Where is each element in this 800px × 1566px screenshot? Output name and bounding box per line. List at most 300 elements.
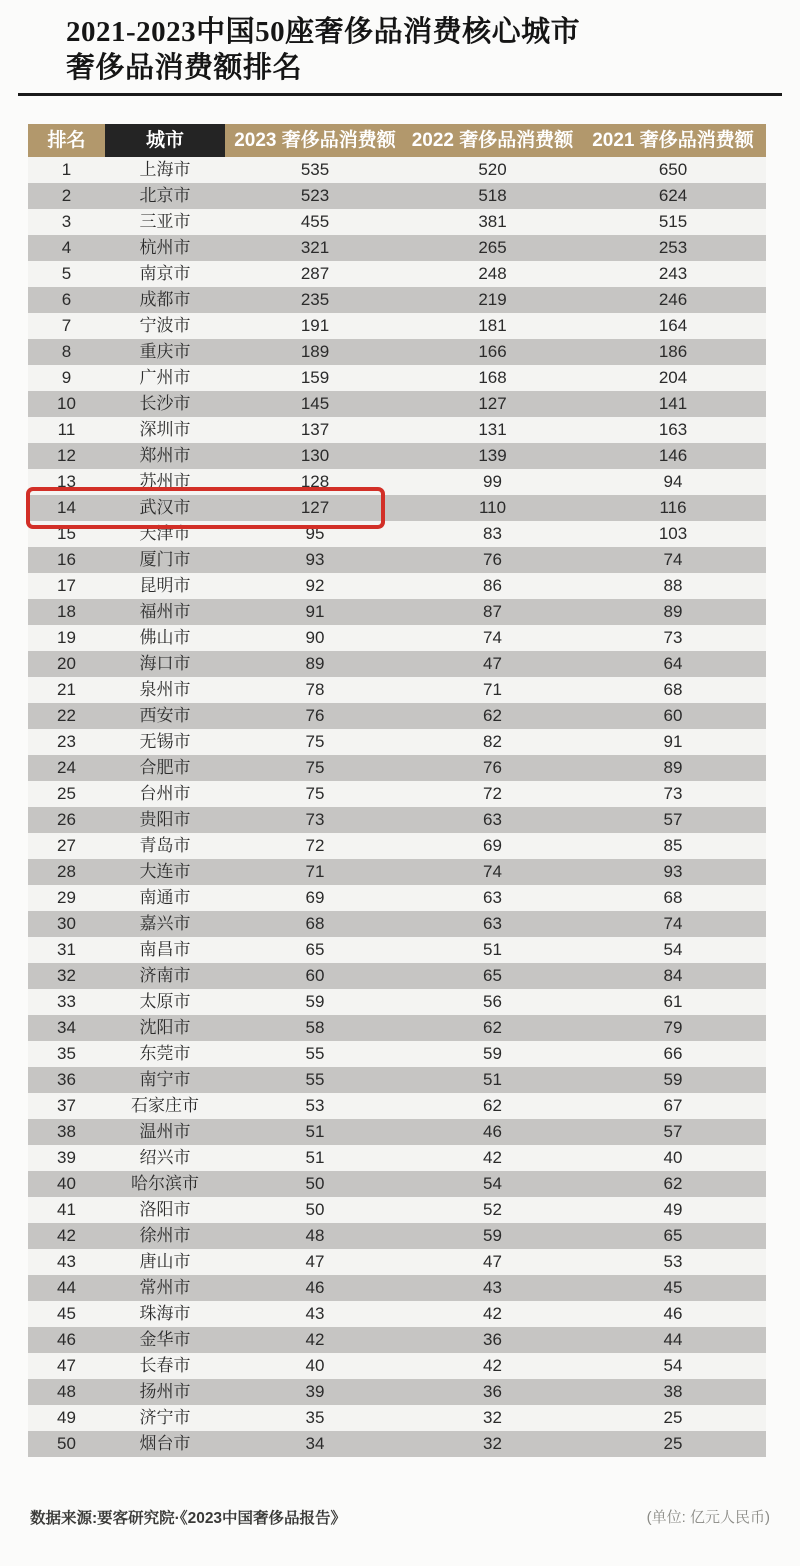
value-2021-cell: 146 bbox=[658, 446, 688, 465]
value-2022-cell: 42 bbox=[483, 1356, 502, 1375]
value-2021-cell: 25 bbox=[663, 1434, 683, 1453]
value-2021-cell: 253 bbox=[658, 238, 688, 257]
city-cell: 南通市 bbox=[139, 888, 191, 907]
city-cell: 常州市 bbox=[139, 1278, 191, 1297]
ranking-table bbox=[28, 124, 766, 1457]
value-2023-cell: 34 bbox=[305, 1434, 325, 1453]
value-2021-cell: 85 bbox=[663, 836, 683, 855]
title-line-2: 奢侈品消费额排名 bbox=[66, 52, 303, 84]
value-2023-cell: 51 bbox=[305, 1148, 325, 1167]
table-row bbox=[28, 833, 766, 859]
rank-cell: 9 bbox=[61, 368, 72, 387]
value-2023-cell: 55 bbox=[305, 1044, 325, 1063]
rank-cell: 10 bbox=[57, 394, 76, 413]
table-row bbox=[28, 1015, 766, 1041]
footer bbox=[0, 1506, 800, 1528]
value-2023-cell: 90 bbox=[305, 628, 325, 647]
value-2021-cell: 163 bbox=[658, 420, 688, 439]
value-2022-cell: 47 bbox=[483, 654, 502, 673]
city-cell: 贵阳市 bbox=[139, 810, 191, 829]
value-2022-cell: 59 bbox=[483, 1226, 502, 1245]
value-2021-cell: 64 bbox=[663, 654, 683, 673]
value-2021-cell: 25 bbox=[663, 1408, 683, 1427]
rank-cell: 41 bbox=[57, 1200, 76, 1219]
table-row bbox=[28, 157, 766, 183]
rank-cell: 26 bbox=[57, 810, 76, 829]
value-2023-cell: 75 bbox=[305, 758, 325, 777]
city-cell: 北京市 bbox=[139, 186, 191, 205]
city-cell: 重庆市 bbox=[139, 342, 191, 361]
value-2022-cell: 47 bbox=[483, 1252, 502, 1271]
value-2022-cell: 74 bbox=[483, 862, 502, 881]
value-2023-cell: 127 bbox=[300, 498, 330, 517]
city-cell: 东莞市 bbox=[139, 1044, 191, 1063]
value-2023-cell: 130 bbox=[300, 446, 330, 465]
city-cell: 哈尔滨市 bbox=[131, 1174, 199, 1193]
rank-cell: 42 bbox=[57, 1226, 76, 1245]
value-2023-cell: 47 bbox=[305, 1252, 325, 1271]
value-2023-cell: 235 bbox=[300, 290, 330, 309]
value-2021-cell: 73 bbox=[663, 628, 683, 647]
value-2021-cell: 243 bbox=[658, 264, 688, 283]
city-cell: 厦门市 bbox=[139, 550, 191, 569]
table-row bbox=[28, 287, 766, 313]
value-2023-cell: 75 bbox=[305, 732, 325, 751]
city-cell: 南宁市 bbox=[139, 1070, 191, 1089]
table-row bbox=[28, 235, 766, 261]
rank-cell: 17 bbox=[57, 576, 76, 595]
value-2022-cell: 59 bbox=[483, 1044, 502, 1063]
table-body bbox=[28, 157, 766, 1457]
value-2023-cell: 73 bbox=[305, 810, 325, 829]
city-cell: 苏州市 bbox=[139, 472, 191, 491]
value-2022-cell: 36 bbox=[483, 1382, 502, 1401]
table-row bbox=[28, 599, 766, 625]
value-2021-cell: 141 bbox=[658, 394, 688, 413]
value-2023-cell: 95 bbox=[305, 524, 325, 543]
city-cell: 台州市 bbox=[139, 784, 191, 803]
value-2021-cell: 164 bbox=[658, 316, 688, 335]
value-2023-cell: 59 bbox=[305, 992, 325, 1011]
city-cell: 绍兴市 bbox=[139, 1148, 191, 1167]
rank-cell: 30 bbox=[57, 914, 76, 933]
value-2021-cell: 60 bbox=[663, 706, 683, 725]
table-row bbox=[28, 313, 766, 339]
value-2021-cell: 68 bbox=[663, 888, 683, 907]
value-2022-cell: 42 bbox=[483, 1148, 502, 1167]
rank-cell: 36 bbox=[57, 1070, 76, 1089]
rank-cell: 8 bbox=[61, 342, 72, 361]
value-2022-cell: 62 bbox=[483, 1096, 502, 1115]
city-cell: 石家庄市 bbox=[131, 1096, 199, 1115]
rank-cell: 39 bbox=[57, 1148, 76, 1167]
rank-cell: 12 bbox=[57, 446, 76, 465]
city-cell: 大连市 bbox=[139, 862, 191, 881]
table-row bbox=[28, 261, 766, 287]
table-row bbox=[28, 1067, 766, 1093]
rank-cell: 15 bbox=[57, 524, 76, 543]
table-row bbox=[28, 989, 766, 1015]
value-2022-cell: 248 bbox=[478, 264, 507, 283]
rank-cell: 27 bbox=[57, 836, 76, 855]
rank-cell: 6 bbox=[61, 290, 72, 309]
table-row bbox=[28, 1405, 766, 1431]
table-row bbox=[28, 443, 766, 469]
city-cell: 泉州市 bbox=[139, 680, 191, 699]
city-cell: 济宁市 bbox=[139, 1408, 191, 1427]
value-2023-cell: 191 bbox=[300, 316, 330, 335]
city-cell: 沈阳市 bbox=[139, 1018, 191, 1037]
value-2023-cell: 72 bbox=[305, 836, 325, 855]
value-2022-cell: 127 bbox=[478, 394, 507, 413]
rank-cell: 3 bbox=[61, 212, 72, 231]
value-2022-cell: 168 bbox=[478, 368, 507, 387]
city-cell: 福州市 bbox=[139, 602, 191, 621]
value-2023-cell: 92 bbox=[305, 576, 325, 595]
city-cell: 合肥市 bbox=[139, 758, 191, 777]
rank-cell: 43 bbox=[57, 1252, 76, 1271]
city-cell: 武汉市 bbox=[139, 498, 191, 517]
value-2021-cell: 74 bbox=[663, 550, 683, 569]
value-2022-cell: 52 bbox=[483, 1200, 502, 1219]
rank-cell: 45 bbox=[57, 1304, 76, 1323]
value-2022-cell: 181 bbox=[478, 316, 507, 335]
table-row bbox=[28, 1119, 766, 1145]
rank-cell: 14 bbox=[57, 498, 76, 517]
table-row bbox=[28, 677, 766, 703]
value-2021-cell: 46 bbox=[663, 1304, 683, 1323]
rank-cell: 16 bbox=[57, 550, 76, 569]
table-row bbox=[28, 1353, 766, 1379]
rank-cell: 7 bbox=[61, 316, 72, 335]
value-2023-cell: 53 bbox=[305, 1096, 325, 1115]
value-2023-cell: 145 bbox=[300, 394, 330, 413]
city-cell: 深圳市 bbox=[139, 420, 191, 439]
rank-cell: 44 bbox=[57, 1278, 76, 1297]
rank-cell: 35 bbox=[57, 1044, 76, 1063]
value-2023-cell: 93 bbox=[305, 550, 325, 569]
table-row bbox=[28, 1301, 766, 1327]
value-2022-cell: 56 bbox=[483, 992, 502, 1011]
value-2023-cell: 50 bbox=[305, 1200, 325, 1219]
value-2023-cell: 48 bbox=[305, 1226, 325, 1245]
city-cell: 天津市 bbox=[139, 524, 191, 543]
value-2023-cell: 89 bbox=[305, 654, 325, 673]
table-row bbox=[28, 859, 766, 885]
table-row bbox=[28, 1379, 766, 1405]
city-cell: 扬州市 bbox=[139, 1382, 191, 1401]
value-2021-cell: 61 bbox=[663, 992, 683, 1011]
table-row bbox=[28, 1197, 766, 1223]
value-2023-cell: 523 bbox=[300, 186, 330, 205]
value-2021-cell: 62 bbox=[663, 1174, 683, 1193]
table-row bbox=[28, 469, 766, 495]
value-2022-cell: 62 bbox=[483, 706, 502, 725]
city-cell: 三亚市 bbox=[139, 212, 191, 231]
value-2022-cell: 36 bbox=[483, 1330, 502, 1349]
value-2021-cell: 186 bbox=[658, 342, 688, 361]
value-2023-cell: 535 bbox=[300, 160, 330, 179]
value-2022-cell: 74 bbox=[483, 628, 502, 647]
table-row bbox=[28, 781, 766, 807]
rank-cell: 25 bbox=[57, 784, 76, 803]
value-2022-cell: 65 bbox=[483, 966, 502, 985]
value-2022-cell: 82 bbox=[483, 732, 502, 751]
value-2021-cell: 89 bbox=[663, 602, 683, 621]
table-row bbox=[28, 1171, 766, 1197]
value-2022-cell: 87 bbox=[483, 602, 502, 621]
value-2022-cell: 518 bbox=[478, 186, 507, 205]
value-2022-cell: 110 bbox=[478, 498, 507, 517]
table-row bbox=[28, 339, 766, 365]
table-row bbox=[28, 963, 766, 989]
rank-cell: 28 bbox=[57, 862, 76, 881]
table-header-row bbox=[28, 124, 766, 157]
header-city: 城市 bbox=[105, 124, 225, 157]
value-2022-cell: 51 bbox=[483, 1070, 502, 1089]
rank-cell: 23 bbox=[57, 732, 76, 751]
value-2023-cell: 78 bbox=[305, 680, 325, 699]
value-2023-cell: 455 bbox=[300, 212, 330, 231]
city-cell: 昆明市 bbox=[139, 576, 191, 595]
value-2021-cell: 67 bbox=[663, 1096, 683, 1115]
value-2021-cell: 103 bbox=[658, 524, 688, 543]
value-2023-cell: 35 bbox=[305, 1408, 325, 1427]
value-2022-cell: 63 bbox=[483, 888, 502, 907]
city-cell: 温州市 bbox=[139, 1122, 191, 1141]
city-cell: 济南市 bbox=[139, 966, 191, 985]
value-2021-cell: 66 bbox=[663, 1044, 683, 1063]
city-cell: 无锡市 bbox=[139, 732, 191, 751]
table-row bbox=[28, 1249, 766, 1275]
value-2022-cell: 42 bbox=[483, 1304, 502, 1323]
table-row bbox=[28, 937, 766, 963]
value-2021-cell: 65 bbox=[663, 1226, 683, 1245]
rank-cell: 2 bbox=[61, 186, 72, 205]
city-cell: 海口市 bbox=[139, 654, 191, 673]
table-row bbox=[28, 625, 766, 651]
table-row bbox=[28, 1275, 766, 1301]
value-2023-cell: 75 bbox=[305, 784, 325, 803]
city-cell: 洛阳市 bbox=[139, 1200, 191, 1219]
rank-cell: 49 bbox=[57, 1408, 76, 1427]
table-row bbox=[28, 521, 766, 547]
value-2022-cell: 32 bbox=[483, 1434, 502, 1453]
city-cell: 长沙市 bbox=[139, 394, 191, 413]
table-row bbox=[28, 1431, 766, 1457]
table-row bbox=[28, 547, 766, 573]
value-2021-cell: 40 bbox=[663, 1148, 683, 1167]
value-2022-cell: 219 bbox=[478, 290, 507, 309]
value-2023-cell: 58 bbox=[305, 1018, 325, 1037]
value-2021-cell: 53 bbox=[663, 1252, 683, 1271]
value-2021-cell: 68 bbox=[663, 680, 683, 699]
city-cell: 徐州市 bbox=[139, 1226, 191, 1245]
table-row bbox=[28, 911, 766, 937]
value-2023-cell: 51 bbox=[305, 1122, 325, 1141]
value-2023-cell: 68 bbox=[305, 914, 325, 933]
value-2022-cell: 166 bbox=[478, 342, 507, 361]
table-row bbox=[28, 1041, 766, 1067]
table-row bbox=[28, 885, 766, 911]
rank-cell: 22 bbox=[57, 706, 76, 725]
value-2023-cell: 159 bbox=[300, 368, 330, 387]
title-line-1: 2021-2023中国50座奢侈品消费核心城市 bbox=[66, 16, 581, 48]
value-2021-cell: 624 bbox=[658, 186, 688, 205]
table-row bbox=[28, 573, 766, 599]
value-2021-cell: 84 bbox=[663, 966, 683, 985]
value-2022-cell: 139 bbox=[478, 446, 507, 465]
table-row bbox=[28, 1327, 766, 1353]
rank-cell: 21 bbox=[57, 680, 76, 699]
table-row bbox=[28, 729, 766, 755]
value-2021-cell: 88 bbox=[663, 576, 683, 595]
value-2021-cell: 79 bbox=[663, 1018, 683, 1037]
city-cell: 青岛市 bbox=[139, 836, 191, 855]
value-2023-cell: 91 bbox=[305, 602, 325, 621]
value-2021-cell: 116 bbox=[659, 498, 687, 517]
city-cell: 长春市 bbox=[139, 1356, 191, 1375]
value-2022-cell: 76 bbox=[483, 550, 502, 569]
value-2021-cell: 94 bbox=[663, 472, 683, 491]
value-2021-cell: 650 bbox=[658, 160, 688, 179]
value-2022-cell: 46 bbox=[483, 1122, 502, 1141]
footer-data-source: 数据来源:要客研究院·《2023中国奢侈品报告》 bbox=[30, 1510, 347, 1527]
header-2022: 2022 奢侈品消费额 bbox=[411, 130, 574, 151]
value-2023-cell: 43 bbox=[305, 1304, 325, 1323]
value-2023-cell: 128 bbox=[300, 472, 330, 491]
header-2023: 2023 奢侈品消费额 bbox=[234, 130, 396, 151]
value-2022-cell: 265 bbox=[478, 238, 507, 257]
value-2022-cell: 86 bbox=[483, 576, 502, 595]
rank-cell: 50 bbox=[57, 1434, 76, 1453]
value-2021-cell: 515 bbox=[658, 212, 688, 231]
value-2023-cell: 39 bbox=[305, 1382, 325, 1401]
city-cell: 金华市 bbox=[139, 1330, 191, 1349]
rank-cell: 19 bbox=[57, 628, 76, 647]
rank-cell: 34 bbox=[57, 1018, 76, 1037]
table-row bbox=[28, 651, 766, 677]
value-2021-cell: 246 bbox=[658, 290, 688, 309]
value-2022-cell: 63 bbox=[483, 914, 502, 933]
value-2023-cell: 71 bbox=[305, 862, 325, 881]
city-cell: 郑州市 bbox=[139, 446, 191, 465]
value-2021-cell: 54 bbox=[663, 1356, 683, 1375]
city-cell: 上海市 bbox=[139, 160, 191, 179]
rank-cell: 29 bbox=[57, 888, 76, 907]
value-2023-cell: 287 bbox=[300, 264, 330, 283]
value-2021-cell: 44 bbox=[663, 1330, 683, 1349]
city-cell: 成都市 bbox=[139, 290, 191, 309]
rank-cell: 4 bbox=[61, 238, 72, 257]
city-cell: 佛山市 bbox=[139, 628, 191, 647]
value-2022-cell: 99 bbox=[483, 472, 502, 491]
table-row bbox=[28, 391, 766, 417]
value-2021-cell: 204 bbox=[658, 368, 688, 387]
rank-cell: 5 bbox=[61, 264, 72, 283]
value-2023-cell: 40 bbox=[305, 1356, 325, 1375]
value-2022-cell: 131 bbox=[478, 420, 507, 439]
value-2021-cell: 93 bbox=[663, 862, 683, 881]
table-row bbox=[28, 417, 766, 443]
rank-cell: 40 bbox=[57, 1174, 76, 1193]
city-cell: 唐山市 bbox=[139, 1252, 191, 1271]
title-divider bbox=[18, 93, 782, 96]
rank-cell: 38 bbox=[57, 1122, 76, 1141]
value-2022-cell: 71 bbox=[483, 680, 502, 699]
value-2023-cell: 55 bbox=[305, 1070, 325, 1089]
rank-cell: 47 bbox=[57, 1356, 76, 1375]
value-2021-cell: 38 bbox=[663, 1382, 683, 1401]
value-2021-cell: 45 bbox=[663, 1278, 683, 1297]
value-2023-cell: 65 bbox=[305, 940, 325, 959]
value-2022-cell: 72 bbox=[483, 784, 502, 803]
value-2023-cell: 189 bbox=[300, 342, 330, 361]
rank-cell: 20 bbox=[57, 654, 76, 673]
value-2022-cell: 83 bbox=[483, 524, 502, 543]
value-2021-cell: 57 bbox=[663, 810, 683, 829]
table-row bbox=[28, 209, 766, 235]
value-2023-cell: 42 bbox=[305, 1330, 325, 1349]
value-2022-cell: 51 bbox=[483, 940, 502, 959]
rank-cell: 48 bbox=[57, 1382, 76, 1401]
value-2022-cell: 32 bbox=[483, 1408, 502, 1427]
city-cell: 西安市 bbox=[139, 706, 191, 725]
value-2021-cell: 74 bbox=[663, 914, 683, 933]
city-cell: 嘉兴市 bbox=[139, 914, 191, 933]
city-cell: 珠海市 bbox=[139, 1304, 191, 1323]
value-2022-cell: 76 bbox=[483, 758, 502, 777]
rank-cell: 46 bbox=[57, 1330, 76, 1349]
table-row bbox=[28, 703, 766, 729]
value-2023-cell: 69 bbox=[305, 888, 325, 907]
table-row bbox=[28, 495, 766, 521]
city-cell: 烟台市 bbox=[139, 1434, 191, 1453]
value-2023-cell: 50 bbox=[305, 1174, 325, 1193]
value-2021-cell: 89 bbox=[663, 758, 683, 777]
table-row bbox=[28, 1093, 766, 1119]
value-2022-cell: 43 bbox=[483, 1278, 502, 1297]
table-row bbox=[28, 365, 766, 391]
value-2022-cell: 69 bbox=[483, 836, 502, 855]
value-2021-cell: 91 bbox=[663, 732, 683, 751]
rank-cell: 32 bbox=[57, 966, 76, 985]
rank-cell: 11 bbox=[57, 420, 76, 439]
value-2021-cell: 73 bbox=[663, 784, 683, 803]
value-2022-cell: 54 bbox=[483, 1174, 502, 1193]
rank-cell: 31 bbox=[57, 940, 76, 959]
table-row bbox=[28, 1145, 766, 1171]
city-cell: 广州市 bbox=[139, 368, 191, 387]
rank-cell: 18 bbox=[57, 602, 76, 621]
header-rank: 排名 bbox=[47, 130, 86, 151]
value-2023-cell: 137 bbox=[300, 420, 330, 439]
city-cell: 杭州市 bbox=[139, 238, 191, 257]
table-row bbox=[28, 1223, 766, 1249]
value-2021-cell: 57 bbox=[663, 1122, 683, 1141]
rank-cell: 33 bbox=[57, 992, 76, 1011]
footer-unit-note: (单位: 亿元人民币) bbox=[646, 1509, 770, 1526]
table-row bbox=[28, 755, 766, 781]
value-2022-cell: 62 bbox=[483, 1018, 502, 1037]
table-row bbox=[28, 183, 766, 209]
value-2021-cell: 49 bbox=[663, 1200, 683, 1219]
value-2022-cell: 63 bbox=[483, 810, 502, 829]
city-cell: 太原市 bbox=[139, 992, 191, 1011]
rank-cell: 13 bbox=[57, 472, 76, 491]
value-2023-cell: 321 bbox=[300, 238, 330, 257]
rank-cell: 37 bbox=[57, 1096, 76, 1115]
